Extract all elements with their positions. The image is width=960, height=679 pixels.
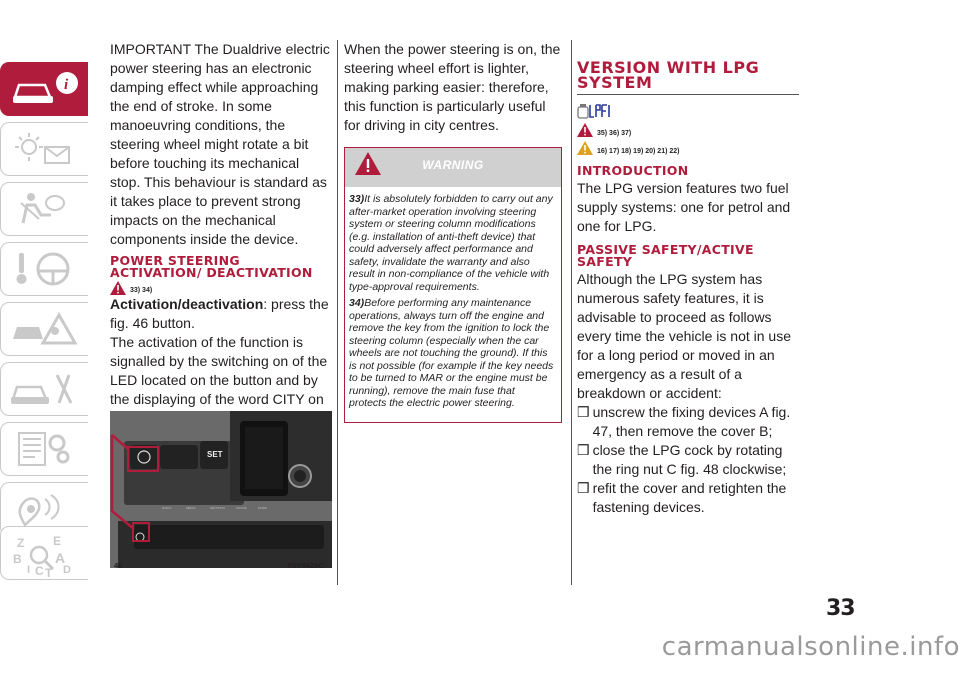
section-heading-safety: PASSIVE SAFETY/ACTIVE SAFETY xyxy=(577,242,754,269)
fig-btn-media: MEDIA xyxy=(186,506,196,510)
list-item-text: refit the cover and retighten the fastening devices. xyxy=(592,480,787,515)
svg-text:I: I xyxy=(27,564,31,576)
lpg-fuel-icon xyxy=(577,101,613,121)
column-right xyxy=(577,40,799,517)
fig-btn-radio: RADIO xyxy=(162,506,172,510)
set-label: SET xyxy=(207,450,223,459)
svg-text:A: A xyxy=(55,550,66,566)
page-number: 33 xyxy=(826,596,855,621)
important-note: IMPORTANT The Dualdrive electric power steering has an electronic damping effect while approaching the end of stroke. In some manoeuvring conditions, the steering wheel might rotate a bit before touching its mechanical stop. This behaviour is standard as it takes place to prevent strong impacts on the mechanical components inside the device. xyxy=(110,41,330,247)
section-heading-lpg: VERSION WITH LPG SYSTEM xyxy=(577,60,799,95)
tab-maintenance[interactable] xyxy=(0,362,88,416)
fig-btn-settings: SETTINGS xyxy=(210,506,226,510)
warning-item xyxy=(349,297,555,410)
warning-item xyxy=(349,193,555,293)
tab-index[interactable] xyxy=(0,526,88,580)
svg-text:B: B xyxy=(13,552,22,566)
lpg-indicator xyxy=(577,101,799,121)
tab-car-info[interactable] xyxy=(0,62,88,116)
list-item-text: unscrew the fixing devices A fig. 47, then remove the cover B; xyxy=(592,404,791,439)
caution-triangle-icon xyxy=(577,141,593,155)
warning-triangle-icon xyxy=(577,123,593,137)
watermark: carmanualsonline.info xyxy=(661,632,960,662)
key-steering-icon xyxy=(9,249,79,289)
safety-airbag-icon xyxy=(9,189,79,229)
warning-box xyxy=(344,147,562,423)
list-item xyxy=(577,479,799,517)
warning-num: 33) xyxy=(349,193,365,205)
svg-text:Z: Z xyxy=(17,536,25,550)
tab-starting-driving[interactable] xyxy=(0,242,88,296)
introduction-text: The LPG version features two fuel supply systems: one for petrol and one for LPG. xyxy=(577,180,791,234)
index-icon xyxy=(9,533,79,577)
svg-text:C: C xyxy=(35,564,44,577)
lights-warning-icon xyxy=(9,129,79,169)
bullet-icon: ❒ xyxy=(577,404,590,420)
tab-safety[interactable] xyxy=(0,182,88,236)
emergency-icon xyxy=(9,309,79,349)
warning-refs xyxy=(577,123,799,137)
figure-code: F0Y0420C xyxy=(288,561,324,570)
maintenance-icon xyxy=(9,369,79,409)
warning-text: It is absolutely forbidden to carry out any after-market operation involving steering system or steering column modifications (e.g. installation of anti-theft device) that could adversely affect performance and safety, invalidate the warranty and also result in non-compliance of the vehicle with type-approval requirements. xyxy=(349,193,553,293)
list-item xyxy=(577,441,799,479)
section-heading-introduction: INTRODUCTION xyxy=(577,163,689,178)
warning-num: 34) xyxy=(349,297,365,309)
svg-text:i: i xyxy=(64,77,69,93)
bullet-icon: ❒ xyxy=(577,442,590,458)
column-rule xyxy=(337,40,338,585)
warning-text: Before performing any maintenance operations, always turn off the engine and remove the key from the ignition to lock the steering column (especially when the car wheels are not touching the ground). If this is not possible (for example if the key needs to be turned to MAR or the engine must be running), remove the main fuse that protects the electric power steering. xyxy=(349,297,554,409)
tab-lights-warnings[interactable] xyxy=(0,122,88,176)
svg-text:T: T xyxy=(45,566,53,577)
warning-triangle-icon xyxy=(110,281,126,295)
bullet-icon: ❒ xyxy=(577,480,590,496)
caution-refs xyxy=(577,141,799,155)
activation-text: : press the fig. 46 button. xyxy=(110,296,329,331)
activation-label: Activation/deactivation xyxy=(110,296,264,312)
svg-text:D: D xyxy=(63,564,71,576)
column-left xyxy=(110,40,332,447)
warning-body xyxy=(345,187,561,422)
multimedia-icon xyxy=(9,489,79,529)
refs-text: 33) 34) xyxy=(130,287,153,294)
fig-btn-more: MORE xyxy=(258,506,267,510)
signal-paragraph: The activation of the function is signalled by the switching on of the LED located on the button and by the displaying of the word CITY on xyxy=(110,334,328,407)
figure-number: 46 xyxy=(114,561,123,570)
column-middle xyxy=(344,40,562,423)
section-heading-power-steering: POWER STEERING ACTIVATION/ DEACTIVATION xyxy=(110,253,313,280)
warning-header xyxy=(345,148,561,187)
column-rule xyxy=(571,40,572,585)
warning-refs xyxy=(110,281,332,295)
refs-text: 16) 17) 18) 19) 20) 21) 22) xyxy=(597,148,680,155)
refs-text: 35) 36) 37) xyxy=(597,130,632,137)
figure-46-dashboard-panel xyxy=(110,411,332,568)
car-info-icon xyxy=(9,69,79,109)
list-item xyxy=(577,403,799,441)
fig-btn-phone: PHONE xyxy=(236,506,247,510)
safety-text: Although the LPG system has numerous safety features, it is advisable to proceed as follows every time the vehicle is not in use for a long period or moved in an emergency as a result of a breakdown or accident: xyxy=(577,271,791,401)
activation-paragraph xyxy=(110,295,332,333)
warning-title: WARNING xyxy=(422,158,484,172)
specs-icon xyxy=(9,429,79,469)
list-item-text: close the LPG cock by rotating the ring nut C fig. 48 clockwise; xyxy=(592,442,787,477)
tab-technical-data[interactable] xyxy=(0,422,88,476)
tab-emergency[interactable] xyxy=(0,302,88,356)
svg-text:E: E xyxy=(53,534,62,548)
power-steering-intro: When the power steering is on, the steering wheel effort is lighter, making parking easier: therefore, this function is particularly useful for driving in city centres. xyxy=(344,41,561,133)
